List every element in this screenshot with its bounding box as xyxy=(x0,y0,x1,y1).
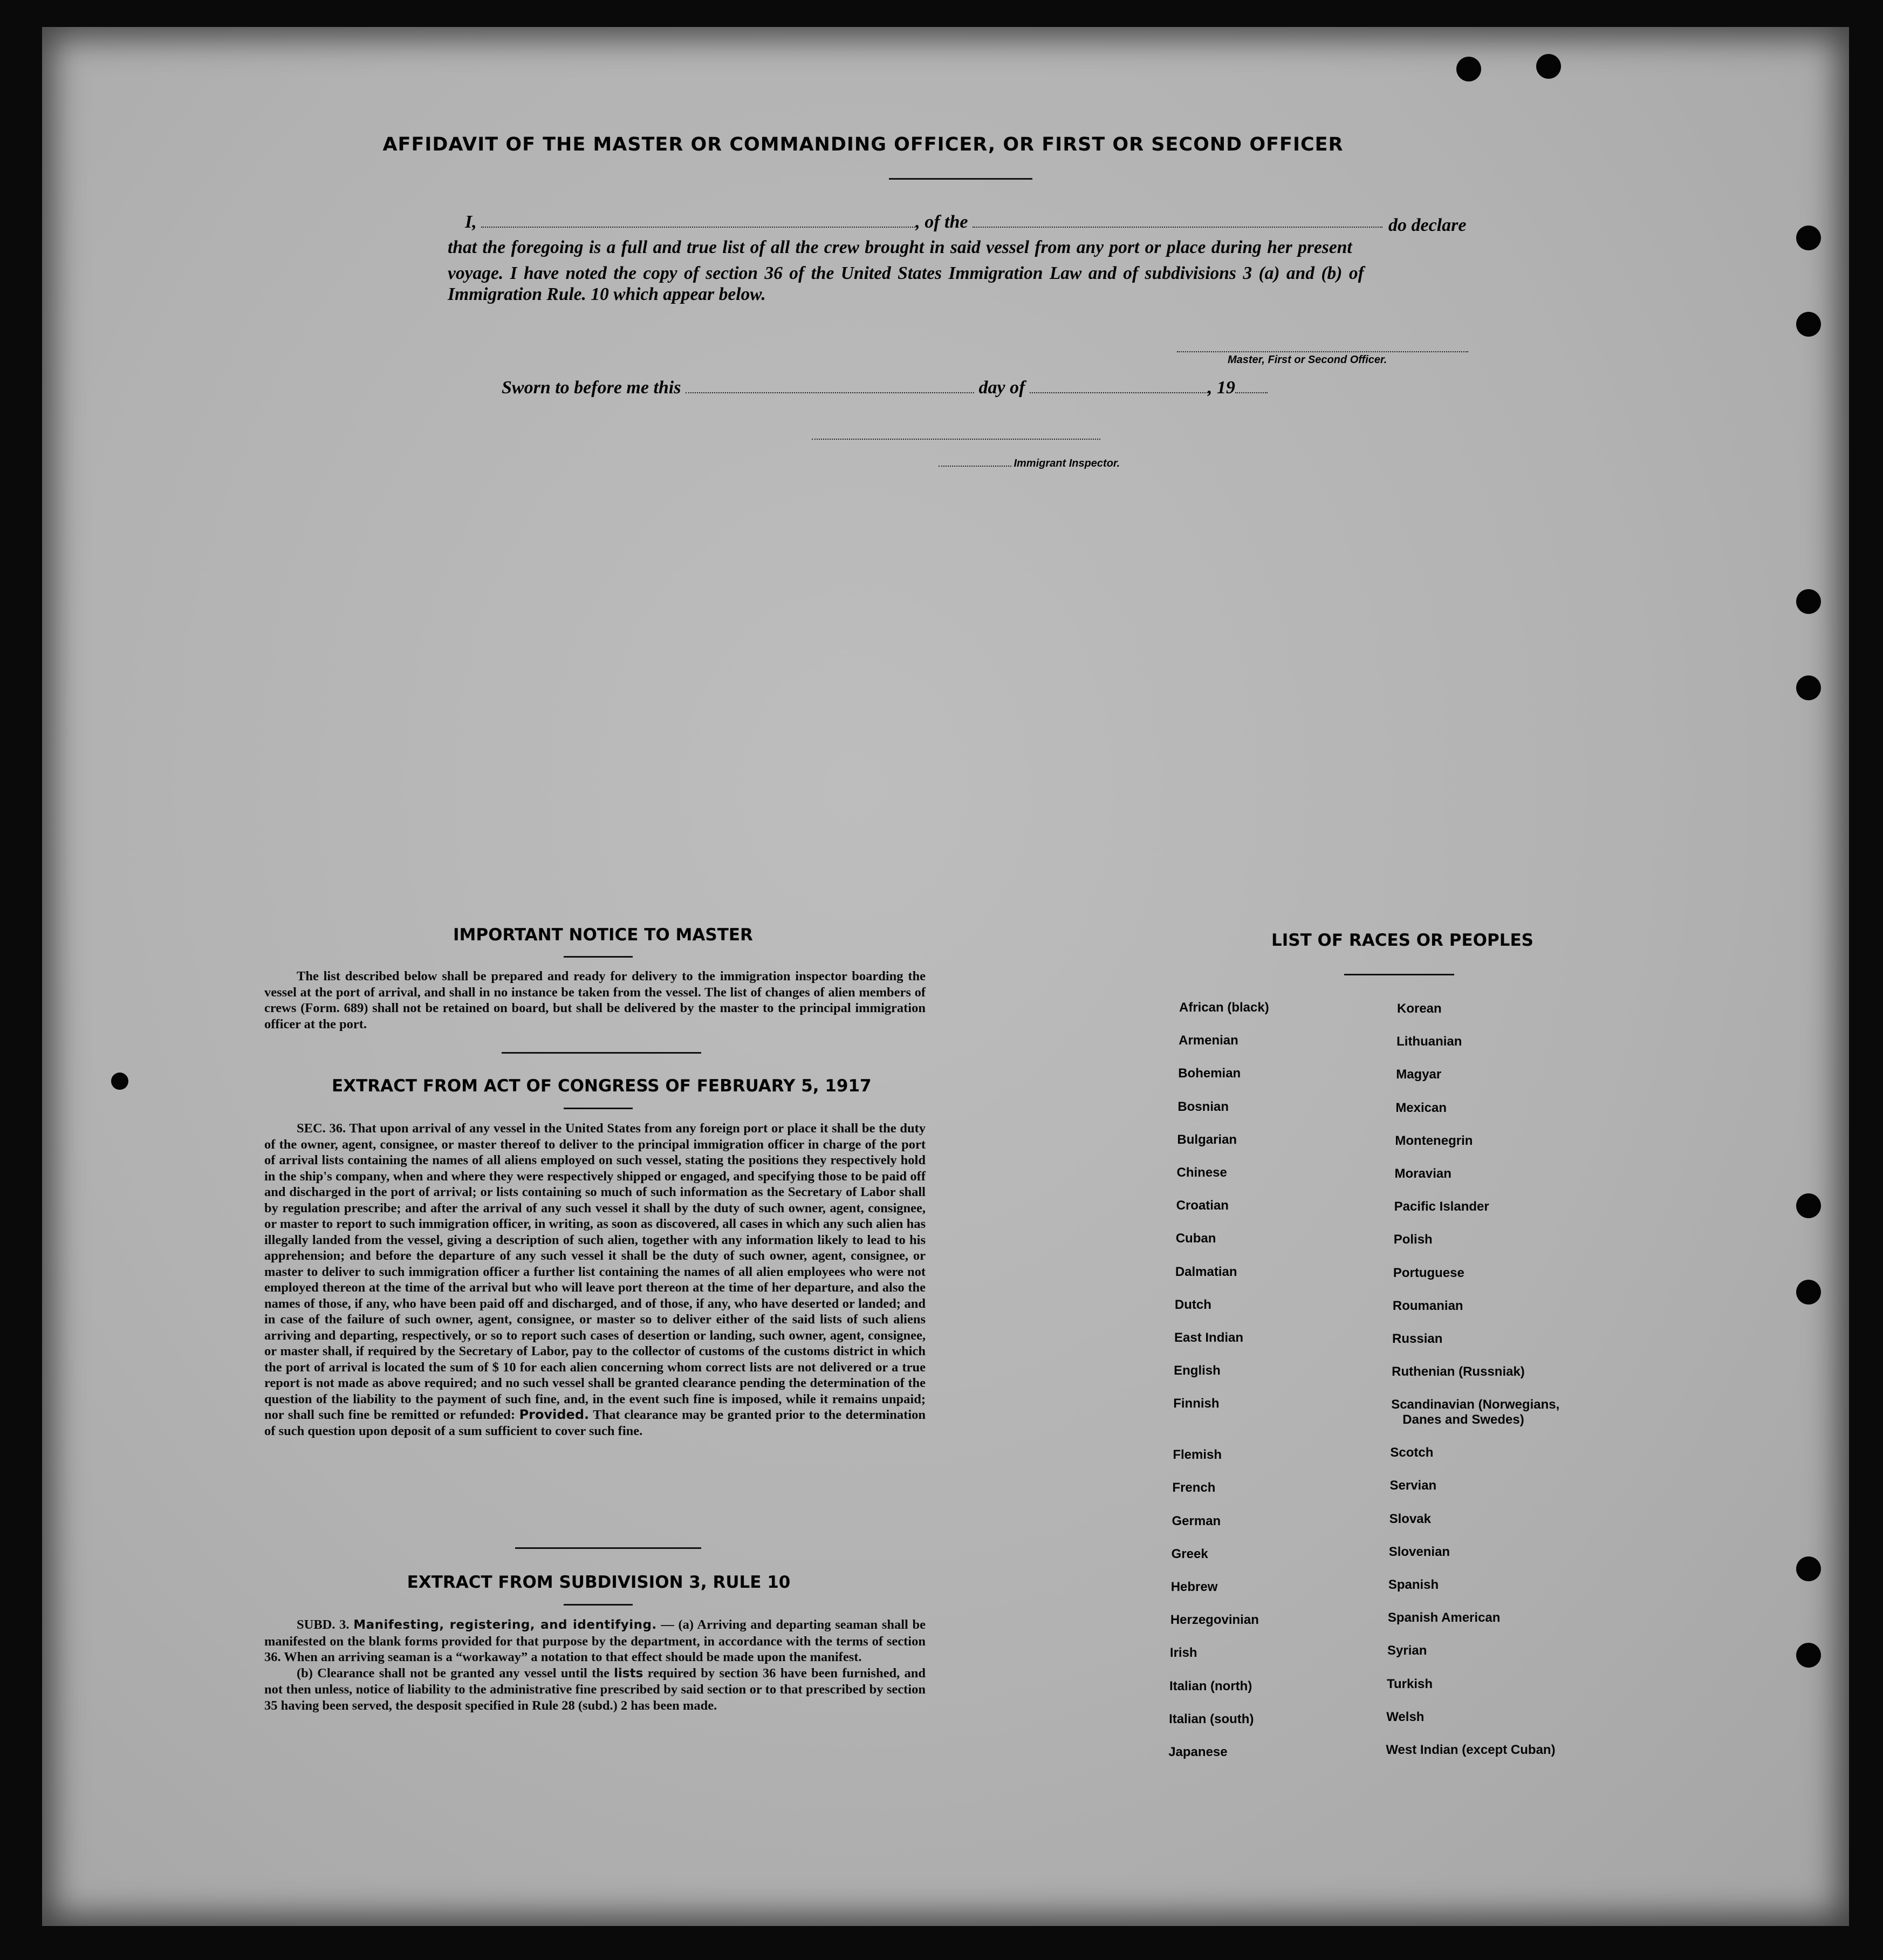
race-item: Bosnian xyxy=(1177,1099,1229,1114)
race-item: Turkish xyxy=(1387,1676,1433,1691)
sworn-year-field[interactable] xyxy=(1235,392,1268,393)
affidavit-line-1 xyxy=(465,212,1382,233)
race-item: Spanish xyxy=(1388,1577,1439,1592)
race-item: Japanese xyxy=(1168,1745,1228,1760)
inspector-signature-line[interactable] xyxy=(812,438,1100,440)
race-item: Welsh xyxy=(1386,1709,1425,1724)
punch-hole xyxy=(1796,589,1821,614)
act-section-text-end: That clearance may be granted prior to the determination of such question upon deposit of a sum sufficient to cover such fine. xyxy=(264,1408,926,1438)
race-item: Moravian xyxy=(1394,1166,1451,1181)
race-item: Korean xyxy=(1397,1001,1442,1016)
race-item: German xyxy=(1172,1513,1221,1528)
act-text xyxy=(264,1121,926,1439)
affidavit-title-rule xyxy=(889,178,1032,180)
affidavit-line-2: that the foregoing is a full and true list of all the crew brought in said vessel from any port or place during her present xyxy=(448,237,1352,257)
of-the-label: , of the xyxy=(915,212,968,232)
race-item: Italian (north) xyxy=(1169,1678,1252,1693)
race-item: Greek xyxy=(1171,1546,1208,1561)
race-item: Russian xyxy=(1392,1331,1443,1346)
i-label: I, xyxy=(465,212,477,232)
subdivision-title: EXTRACT FROM SUBDIVISION 3, RULE 10 xyxy=(407,1573,791,1592)
act-title: EXTRACT FROM ACT OF CONGRESS OF FEBRUARY 5, 1917 xyxy=(332,1076,872,1096)
master-signature-line[interactable] xyxy=(1177,351,1468,352)
subdivision-text xyxy=(264,1617,926,1713)
punch-hole xyxy=(1796,1193,1821,1218)
subd-heading: Manifesting, registering, and identifying. xyxy=(353,1618,657,1632)
notice-title-rule xyxy=(564,956,633,958)
notice-end-rule xyxy=(502,1052,701,1054)
race-item: Bohemian xyxy=(1178,1066,1241,1081)
race-item: Magyar xyxy=(1396,1067,1442,1082)
races-title: LIST OF RACES OR PEOPLES xyxy=(1271,931,1534,950)
race-item: Finnish xyxy=(1173,1396,1220,1411)
affidavit-title: AFFIDAVIT OF THE MASTER OR COMMANDING OFFICER, OR FIRST OR SECOND OFFICER xyxy=(382,134,1344,155)
subd-b-lists: lists xyxy=(614,1666,643,1681)
race-item: Cuban xyxy=(1175,1231,1216,1246)
punch-hole xyxy=(1796,1280,1821,1305)
race-item: Polish xyxy=(1393,1232,1433,1247)
declarant-name-field[interactable] xyxy=(481,226,915,228)
race-item: Mexican xyxy=(1395,1100,1447,1115)
vessel-name-field[interactable] xyxy=(973,226,1382,228)
inspector-line xyxy=(939,457,1120,470)
race-item: Roumanian xyxy=(1392,1298,1463,1313)
punch-hole xyxy=(1796,675,1821,700)
race-item: Danes and Swedes) xyxy=(1402,1412,1524,1427)
affidavit-line-3: voyage. I have noted the copy of section 36 of the United States Immigration Law and of subdivisions 3 (a) and (b) of xyxy=(448,263,1364,283)
punch-hole xyxy=(1796,1556,1821,1581)
race-item: Dalmatian xyxy=(1175,1264,1237,1279)
provided-label: Provided. xyxy=(519,1407,590,1422)
sworn-month-field[interactable] xyxy=(1030,392,1208,393)
subdivision-paragraph-b xyxy=(264,1665,926,1714)
notice-paragraph: The list described below shall be prepared and ready for delivery to the immigration inspector boarding the vessel at the port of arrival, and shall in no instance be taken from the vessel. The list of changes of alien members of crews (Form. 689) shall not be retained on board, but shall be delivered by the master to the principal immigration officer at the port. xyxy=(264,969,926,1032)
race-item: French xyxy=(1172,1480,1216,1495)
sworn-day-field[interactable] xyxy=(686,392,974,393)
race-item: Hebrew xyxy=(1170,1580,1218,1595)
race-item: East Indian xyxy=(1174,1330,1244,1345)
race-item: West Indian (except Cuban) xyxy=(1386,1742,1556,1757)
race-item: Lithuanian xyxy=(1396,1034,1462,1049)
race-item: Servian xyxy=(1389,1478,1437,1493)
race-item: Ruthenian (Russniak) xyxy=(1392,1364,1525,1379)
subd-label: SUBD. 3. xyxy=(297,1617,350,1632)
act-title-rule xyxy=(564,1108,633,1109)
notice-title: IMPORTANT NOTICE TO MASTER xyxy=(453,925,753,945)
race-item: Slovak xyxy=(1389,1511,1431,1526)
inspector-name-field[interactable] xyxy=(939,465,1011,467)
affidavit-line-4: Immigration Rule. 10 which appear below. xyxy=(448,284,766,304)
race-item: Scandinavian (Norwegians, xyxy=(1391,1397,1560,1412)
sworn-line xyxy=(502,378,1268,398)
race-item: Scotch xyxy=(1390,1445,1434,1460)
punch-hole xyxy=(1456,57,1481,81)
race-item: Syrian xyxy=(1387,1643,1427,1658)
subd-b-text-1: Clearance shall not be granted any vessel until the xyxy=(317,1665,610,1681)
race-item: Pacific Islander xyxy=(1394,1199,1489,1214)
race-item: Armenian xyxy=(1179,1033,1238,1048)
race-item: English xyxy=(1174,1363,1221,1378)
race-item: African (black) xyxy=(1179,1000,1269,1015)
punch-hole xyxy=(1796,1643,1821,1668)
race-item: Portuguese xyxy=(1393,1265,1464,1280)
race-item: Irish xyxy=(1169,1645,1197,1661)
subdivision-title-rule xyxy=(564,1604,633,1606)
subd-a-text: Arriving and departing seaman shall be manifested on the blank forms provided for that purpose by the department, in accordance with the terms of section 36. When an arriving seaman is a “workaway” a notation to that effect should be made upon the manifest. xyxy=(264,1617,926,1664)
master-signature-label: Master, First or Second Officer. xyxy=(1228,354,1387,366)
act-section-text: SEC. 36. That upon arrival of any vessel in the United States from any foreign port or place it shall be the duty of the owner, agent, consignee, or master thereof to deliver to the principal immigration officer in charge of the port of arrival lists containing the names of all aliens employed on such vessel, stating the positions they respectively hold in the ship's company, when and where they were respectively shipped or engaged, and specifying those to be paid off and discharged in the port of arrival; or lists containing so much of such information as the Secretary of Labor shall by regulation prescribe; and after the arrival of any such vessel it shall by the duty of such owner, agent, consignee, or master to report to such immigration officer, in writing, as soon as discovered, all cases in which any such alien has illegally landed from the vessel, giving a description of such alien, together with any information likely to lead to his apprehension; and before the departure of any such vessel it shall be the duty of such owner, agent, consignee, or master to deliver to such immigration officer a further list containing the names of all alien employees who were not employed thereon at the time of the arrival but who will leave port thereon at the time of her departure, and also the names of those, if any, who have been paid off and discharged, and of those, if any, who have deserted or landed; and in case of the failure of such owner, agent, consignee, or master so to deliver either of the said lists of such aliens arriving and departing, respectively, or so to report such cases of desertion or landing, such owner, agent, consignee, or master shall, if required by the Secretary of Labor, pay to the collector of customs of the customs district in which the port of arrival is located the sum of $ 10 for each alien concerning whom correct lists are not delivered or a true report is not made as above required; and no such vessel shall be granted clearance pending the determination of the question of the liability to the payment of such fine, and, in the event such fine is imposed, while it remains unpaid; nor shall such fine be remitted or refunded: xyxy=(264,1121,926,1422)
subd-b-text-2: required by section 36 have been furnished, and not then unless, notice of liability to the administrative fine prescribed by said section or to that prescribed by section 35 having been served, the desposit specified in Rule 28 (subd.) 2 has been made. xyxy=(264,1665,926,1713)
races-title-rule xyxy=(1344,974,1454,975)
race-item: Bulgarian xyxy=(1177,1132,1237,1147)
punch-hole xyxy=(1536,54,1561,79)
punch-hole xyxy=(1796,226,1821,250)
subd-b-label: (b) xyxy=(297,1665,313,1681)
act-end-rule xyxy=(515,1547,701,1549)
year-prefix-label: , 19 xyxy=(1207,378,1235,398)
race-item: Montenegrin xyxy=(1395,1133,1473,1148)
race-item: Chinese xyxy=(1176,1165,1227,1180)
punch-hole xyxy=(1796,312,1821,337)
sworn-label: Sworn to before me this xyxy=(502,378,681,398)
race-item: Slovenian xyxy=(1388,1544,1450,1559)
race-item: Flemish xyxy=(1173,1447,1222,1463)
race-item: Croatian xyxy=(1176,1198,1229,1213)
race-item: Herzegovinian xyxy=(1170,1613,1259,1628)
inspector-label: Immigrant Inspector. xyxy=(1014,457,1120,469)
act-paragraph xyxy=(264,1121,926,1439)
do-declare-label: do declare xyxy=(1388,215,1467,235)
subd-a-label: — (a) xyxy=(661,1617,694,1632)
race-item: Dutch xyxy=(1174,1297,1211,1312)
subdivision-paragraph-a xyxy=(264,1617,926,1665)
race-item: Spanish American xyxy=(1387,1610,1501,1626)
notice-text xyxy=(264,968,926,1032)
day-of-label: day of xyxy=(978,378,1025,398)
punch-hole xyxy=(111,1073,128,1090)
race-item: Italian (south) xyxy=(1169,1711,1254,1726)
